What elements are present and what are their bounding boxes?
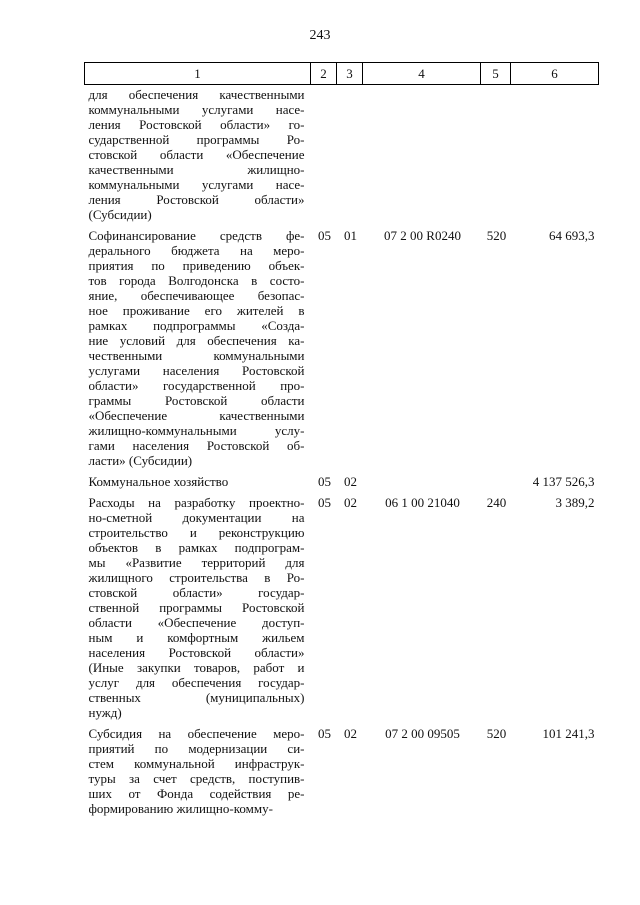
description-line: населения Ростовской области»: [88, 645, 305, 660]
description-line: услугами населения Ростовской: [88, 363, 305, 378]
row-description: [85, 723, 311, 819]
description-line: стем коммунальной инфраструк-: [88, 756, 305, 771]
description-line: ления Ростовской области» го-: [88, 117, 305, 132]
expense-type-code: 520: [486, 228, 507, 243]
subsection-code: 02: [344, 495, 357, 510]
description-line: коммунальными услугами насе-: [88, 177, 305, 192]
description-line: жилищно-коммунальными услу-: [88, 423, 305, 438]
row-description: [85, 492, 311, 723]
expense-type-code: [481, 85, 511, 226]
target-article-code: 06 1 00 21040: [385, 495, 460, 510]
description-line: стовской области» государ-: [88, 585, 305, 600]
description-line: ления Ростовской области»: [88, 192, 305, 207]
description-line: коммунальными услугами насе-: [88, 102, 305, 117]
description-line: ственных (муниципальных): [88, 690, 305, 705]
description-line: Софинансирование средств фе-: [88, 228, 305, 243]
description-line: для обеспечения качественными: [88, 87, 305, 102]
target-article-code: 07 2 00 R0240: [384, 228, 461, 243]
column-header-5: 5: [481, 63, 511, 85]
description-line: приятий по модернизации си-: [88, 741, 305, 756]
section-code: 05: [318, 495, 331, 510]
description-line: объектов в рамках подпрограм-: [88, 540, 305, 555]
target-article-code: 07 2 00 09505: [385, 726, 460, 741]
expense-type-code: 520: [486, 726, 507, 741]
column-header-6: 6: [511, 63, 599, 85]
description-line: строительство и реконструкцию: [88, 525, 305, 540]
amount: [511, 85, 599, 226]
description-line: услуг для обеспечения государ-: [88, 675, 305, 690]
description-line: Коммунальное хозяйство: [88, 474, 229, 489]
description-line: формированию жилищно-комму-: [88, 801, 273, 816]
section-code: 05: [318, 726, 331, 741]
description-line: ным и комфортным жильем: [88, 630, 305, 645]
description-line: (Иные закупки товаров, работ и: [88, 660, 305, 675]
description-line: (Субсидии): [88, 207, 152, 222]
description-line: области» государственной про-: [88, 378, 305, 393]
description-line: но-сметной документации на: [88, 510, 305, 525]
table-row: [85, 225, 599, 471]
amount: 64 693,3: [549, 228, 595, 243]
description-line: дерального бюджета на меро-: [88, 243, 305, 258]
description-line: Расходы на разработку проектно-: [88, 495, 305, 510]
description-line: жилищного строительства в Ро-: [88, 570, 305, 585]
expense-type-code: 240: [486, 495, 507, 510]
table-row: [85, 471, 599, 492]
description-line: ное проживание его жителей в: [88, 303, 305, 318]
target-article-code: [363, 85, 481, 226]
description-line: «Обеспечение качественными: [88, 408, 305, 423]
table-row: [85, 723, 599, 819]
page-number: 243: [309, 28, 331, 43]
description-line: рамках подпрограммы «Созда-: [88, 318, 305, 333]
amount: 3 389,2: [555, 495, 595, 510]
description-line: гами населения Ростовской об-: [88, 438, 305, 453]
table-row: [85, 492, 599, 723]
subsection-code: 02: [344, 474, 357, 489]
amount: 4 137 526,3: [532, 474, 595, 489]
column-header-3: 3: [337, 63, 363, 85]
section-code: 05: [318, 228, 331, 243]
description-line: тов города Волгодонска в состо-: [88, 273, 305, 288]
table-row: [85, 85, 599, 226]
description-line: яние, обеспечивающее безопас-: [88, 288, 305, 303]
target-article-code: [363, 471, 481, 492]
description-line: туры за счет средств, поступив-: [88, 771, 305, 786]
column-header-1: 1: [85, 63, 311, 85]
description-line: мы «Развитие территорий для: [88, 555, 305, 570]
budget-table: [84, 62, 599, 819]
column-number-header: [85, 63, 599, 85]
row-description: [85, 471, 311, 492]
description-line: Субсидия на обеспечение меро-: [88, 726, 305, 741]
expense-type-code: [481, 471, 511, 492]
section-code: 05: [318, 474, 331, 489]
description-line: стовской области «Обеспечение: [88, 147, 305, 162]
description-line: ственной программы Ростовской: [88, 600, 305, 615]
column-header-4: 4: [363, 63, 481, 85]
description-line: чественными коммунальными: [88, 348, 305, 363]
subsection-code: [337, 85, 363, 226]
column-header-2: 2: [311, 63, 337, 85]
row-description: [85, 85, 311, 226]
description-line: нужд): [88, 705, 122, 720]
row-description: [85, 225, 311, 471]
description-line: ласти» (Субсидии): [88, 453, 193, 468]
description-line: качественными жилищно-: [88, 162, 305, 177]
description-line: сударственной программы Ро-: [88, 132, 305, 147]
description-line: ние условий для обеспечения ка-: [88, 333, 305, 348]
description-line: области «Обеспечение доступ-: [88, 615, 305, 630]
section-code: [311, 85, 337, 226]
description-line: приятия по приведению объек-: [88, 258, 305, 273]
amount: 101 241,3: [542, 726, 595, 741]
description-line: ших от Фонда содействия ре-: [88, 786, 305, 801]
subsection-code: 01: [344, 228, 357, 243]
subsection-code: 02: [344, 726, 357, 741]
description-line: граммы Ростовской области: [88, 393, 305, 408]
